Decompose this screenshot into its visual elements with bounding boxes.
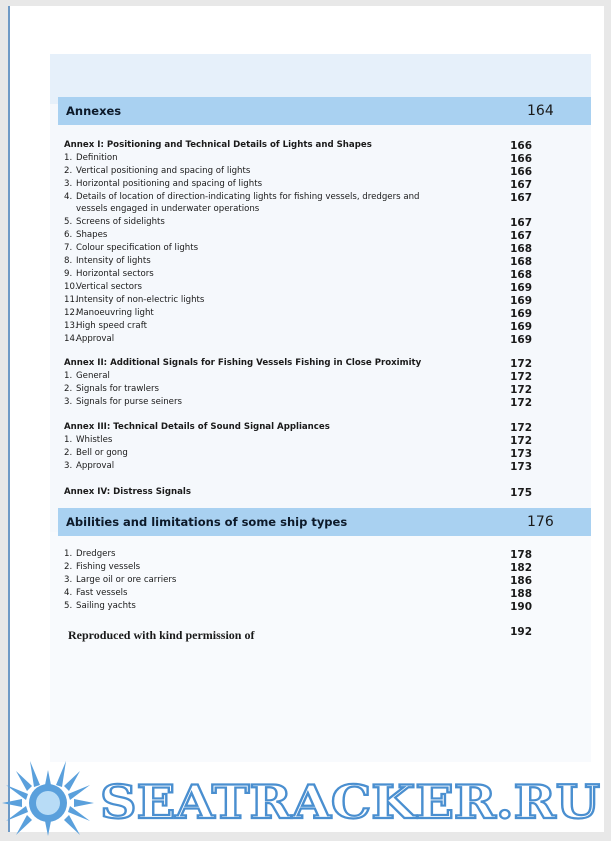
- entry-number: 3.: [64, 397, 73, 407]
- page-number: 172: [510, 435, 532, 447]
- section-ship-types: [58, 508, 591, 536]
- entry-label: Bell or gong: [76, 448, 128, 458]
- entry-number: 5.: [64, 601, 73, 611]
- page-number: 172: [510, 422, 532, 434]
- entry-label: Screens of sidelights: [76, 217, 165, 227]
- entry-number: 3.: [64, 575, 73, 585]
- entry-label: Intensity of lights: [76, 256, 151, 266]
- entry-number: 8.: [64, 256, 73, 266]
- entry-label: High speed craft: [76, 321, 147, 331]
- entry-number: 1.: [64, 549, 73, 559]
- entry-number: 14.: [64, 334, 78, 344]
- entry-label: Definition: [76, 153, 118, 163]
- page-number: 178: [510, 549, 532, 561]
- entry-number: 5.: [64, 217, 73, 227]
- page-number: 172: [510, 358, 532, 370]
- heading-label: Annex IV: Distress Signals: [64, 487, 191, 497]
- entry-label: Intensity of non-electric lights: [76, 295, 205, 305]
- entry-label: Horizontal positioning and spacing of lights: [76, 179, 263, 189]
- entry-number: 1.: [64, 435, 73, 445]
- entry-number: 1.: [64, 153, 73, 163]
- entry-label: Fishing vessels: [76, 562, 141, 572]
- entry-number: 7.: [64, 243, 73, 253]
- page-number: 169: [510, 282, 532, 294]
- page-number: 168: [510, 243, 532, 255]
- entry-number: 1.: [64, 371, 73, 381]
- entry-number: 11.: [64, 295, 78, 305]
- entry-number: 10.: [64, 282, 78, 292]
- entry-number: 6.: [64, 230, 73, 240]
- permission-entry[interactable]: [68, 628, 532, 643]
- entry-label: Signals for trawlers: [76, 384, 160, 394]
- page-number: 188: [510, 588, 532, 600]
- entry-label: Details of location of direction-indicating lights for fishing vessels, dredgers and: [76, 192, 420, 202]
- watermark: [0, 752, 611, 841]
- entry-number: 4.: [64, 588, 73, 598]
- entry-number: 2.: [64, 562, 73, 572]
- heading-label: Annex I: Positioning and Technical Details of Lights and Shapes: [64, 140, 372, 150]
- page-number: 172: [510, 384, 532, 396]
- page-number: 182: [510, 562, 532, 574]
- entry-label: Vertical positioning and spacing of lights: [76, 166, 251, 176]
- entry-number: 9.: [64, 269, 73, 279]
- entry-label: Approval: [76, 334, 115, 344]
- entry-label: Large oil or ore carriers: [76, 575, 177, 585]
- entry-number: 4.: [64, 192, 73, 202]
- sun-logo-icon: [2, 761, 94, 836]
- section-title: Annexes: [66, 104, 122, 118]
- entry-label: Colour specification of lights: [76, 243, 199, 253]
- page-number: 190: [510, 601, 532, 613]
- page-number: 192: [510, 626, 532, 638]
- entry-label: Horizontal sectors: [76, 269, 154, 279]
- page-number: 166: [510, 140, 532, 152]
- page-number: 172: [510, 371, 532, 383]
- entry-number: 3.: [64, 179, 73, 189]
- entry-number: 2.: [64, 448, 73, 458]
- page-number: 168: [510, 269, 532, 281]
- section-annexes: [58, 97, 591, 125]
- page-number: 173: [510, 461, 532, 473]
- entry-label: General: [76, 371, 110, 381]
- page-number: 173: [510, 448, 532, 460]
- entry-number: 2.: [64, 384, 73, 394]
- permission-text: Reproduced with kind permission of: [68, 628, 255, 642]
- entry-label: vessels engaged in underwater operations: [76, 204, 260, 214]
- page-number: 168: [510, 256, 532, 268]
- page-number: 172: [510, 397, 532, 409]
- page-number: 175: [510, 487, 532, 499]
- page-number: 169: [510, 334, 532, 346]
- entry-number: 13.: [64, 321, 78, 331]
- entry-label: Dredgers: [76, 549, 116, 559]
- entry-label: Sailing yachts: [76, 601, 136, 611]
- page-number: 169: [510, 308, 532, 320]
- watermark-text: SEATRACKER.RU: [100, 775, 600, 829]
- entry-label: Vertical sectors: [76, 282, 143, 292]
- page-number: 167: [510, 230, 532, 242]
- entry-label: Manoeuvring light: [76, 308, 154, 318]
- section-page: 176: [527, 514, 554, 530]
- heading-label: Annex II: Additional Signals for Fishing Vessels Fishing in Close Proximity: [64, 358, 422, 368]
- entry-label: Whistles: [76, 435, 113, 445]
- page-number: 166: [510, 166, 532, 178]
- section-page: 164: [527, 103, 554, 119]
- entry-number: 3.: [64, 461, 73, 471]
- heading-label: Annex III: Technical Details of Sound Signal Appliances: [64, 422, 330, 432]
- section-title: Abilities and limitations of some ship types: [66, 515, 348, 529]
- entry-number: 12.: [64, 308, 78, 318]
- page-number: 167: [510, 179, 532, 191]
- page-number: 167: [510, 217, 532, 229]
- page-number: 167: [510, 192, 532, 204]
- page-number: 169: [510, 321, 532, 333]
- page-number: 166: [510, 153, 532, 165]
- page-number: 186: [510, 575, 532, 587]
- entry-number: 2.: [64, 166, 73, 176]
- entry-label: Signals for purse seiners: [76, 397, 182, 407]
- page-number: 169: [510, 295, 532, 307]
- entry-label: Fast vessels: [76, 588, 128, 598]
- entry-label: Approval: [76, 461, 115, 471]
- entry-label: Shapes: [76, 230, 108, 240]
